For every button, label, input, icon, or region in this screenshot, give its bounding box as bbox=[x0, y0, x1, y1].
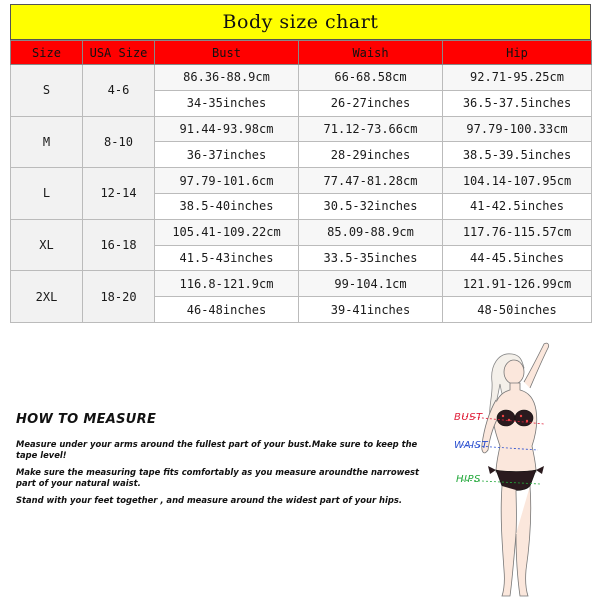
header-hip: Hip bbox=[443, 41, 592, 65]
bust-in-cell: 46-48inches bbox=[155, 297, 299, 323]
how-to-measure bbox=[16, 412, 426, 512]
waist-in-cell: 39-41inches bbox=[299, 297, 443, 323]
header-bust: Bust bbox=[155, 41, 299, 65]
bust-in-cell: 38.5-40inches bbox=[155, 193, 299, 219]
hips-label: HIPS bbox=[456, 474, 481, 485]
waist-in-cell: 26-27inches bbox=[299, 90, 443, 116]
usa-size-cell: 12-14 bbox=[83, 168, 155, 220]
bust-in-cell: 36-37inches bbox=[155, 142, 299, 168]
size-cell: M bbox=[11, 116, 83, 168]
size-chart bbox=[10, 4, 591, 323]
header-size: Size bbox=[11, 41, 83, 65]
waist-in-cell: 33.5-35inches bbox=[299, 245, 443, 271]
table-row bbox=[11, 65, 592, 91]
hip-in-cell: 36.5-37.5inches bbox=[443, 90, 592, 116]
bust-instruction: Measure under your arms around the fullest part of your bust.Make sure to keep the tape level! bbox=[16, 439, 418, 460]
usa-size-cell: 8-10 bbox=[83, 116, 155, 168]
waist-label: WAIST bbox=[454, 440, 489, 451]
size-cell: XL bbox=[11, 219, 83, 271]
bust-in-cell: 34-35inches bbox=[155, 90, 299, 116]
bust-cm-cell: 97.79-101.6cm bbox=[155, 168, 299, 194]
hip-in-cell: 48-50inches bbox=[443, 297, 592, 323]
body-illustration bbox=[440, 338, 590, 600]
hip-in-cell: 44-45.5inches bbox=[443, 245, 592, 271]
size-cell: 2XL bbox=[11, 271, 83, 323]
bust-cm-cell: 86.36-88.9cm bbox=[155, 65, 299, 91]
bust-label: BUST bbox=[454, 412, 483, 423]
hip-cm-cell: 97.79-100.33cm bbox=[443, 116, 592, 142]
hip-cm-cell: 104.14-107.95cm bbox=[443, 168, 592, 194]
table-row bbox=[11, 168, 592, 194]
table-row bbox=[11, 116, 592, 142]
usa-size-cell: 18-20 bbox=[83, 271, 155, 323]
size-cell: S bbox=[11, 65, 83, 117]
hip-in-cell: 38.5-39.5inches bbox=[443, 142, 592, 168]
bust-in-cell: 41.5-43inches bbox=[155, 245, 299, 271]
usa-size-cell: 4-6 bbox=[83, 65, 155, 117]
bust-cm-cell: 116.8-121.9cm bbox=[155, 271, 299, 297]
waist-cm-cell: 66-68.58cm bbox=[299, 65, 443, 91]
hip-instruction: Stand with your feet together , and measure around the widest part of your hips. bbox=[16, 495, 403, 505]
bust-cm-cell: 91.44-93.98cm bbox=[155, 116, 299, 142]
hip-cm-cell: 121.91-126.99cm bbox=[443, 271, 592, 297]
header-waist: Waish bbox=[299, 41, 443, 65]
hip-cm-cell: 92.71-95.25cm bbox=[443, 65, 592, 91]
chart-title: Body size chart bbox=[10, 4, 591, 40]
waist-in-cell: 30.5-32inches bbox=[299, 193, 443, 219]
waist-cm-cell: 71.12-73.66cm bbox=[299, 116, 443, 142]
waist-in-cell: 28-29inches bbox=[299, 142, 443, 168]
hip-cm-cell: 117.76-115.57cm bbox=[443, 219, 592, 245]
waist-instruction: Make sure the measuring tape fits comfortably as you measure aroundthe narrowest part of your natural waist. bbox=[16, 467, 420, 488]
hip-in-cell: 41-42.5inches bbox=[443, 193, 592, 219]
waist-cm-cell: 77.47-81.28cm bbox=[299, 168, 443, 194]
usa-size-cell: 16-18 bbox=[83, 219, 155, 271]
measurement-figure bbox=[440, 338, 590, 600]
table-row bbox=[11, 271, 592, 297]
waist-cm-cell: 99-104.1cm bbox=[299, 271, 443, 297]
table-row bbox=[11, 219, 592, 245]
how-to-title: HOW TO MEASURE bbox=[16, 412, 157, 427]
bust-cm-cell: 105.41-109.22cm bbox=[155, 219, 299, 245]
header-usa-size: USA Size bbox=[83, 41, 155, 65]
header-row bbox=[11, 41, 592, 65]
waist-cm-cell: 85.09-88.9cm bbox=[299, 219, 443, 245]
size-table bbox=[10, 40, 592, 323]
size-cell: L bbox=[11, 168, 83, 220]
